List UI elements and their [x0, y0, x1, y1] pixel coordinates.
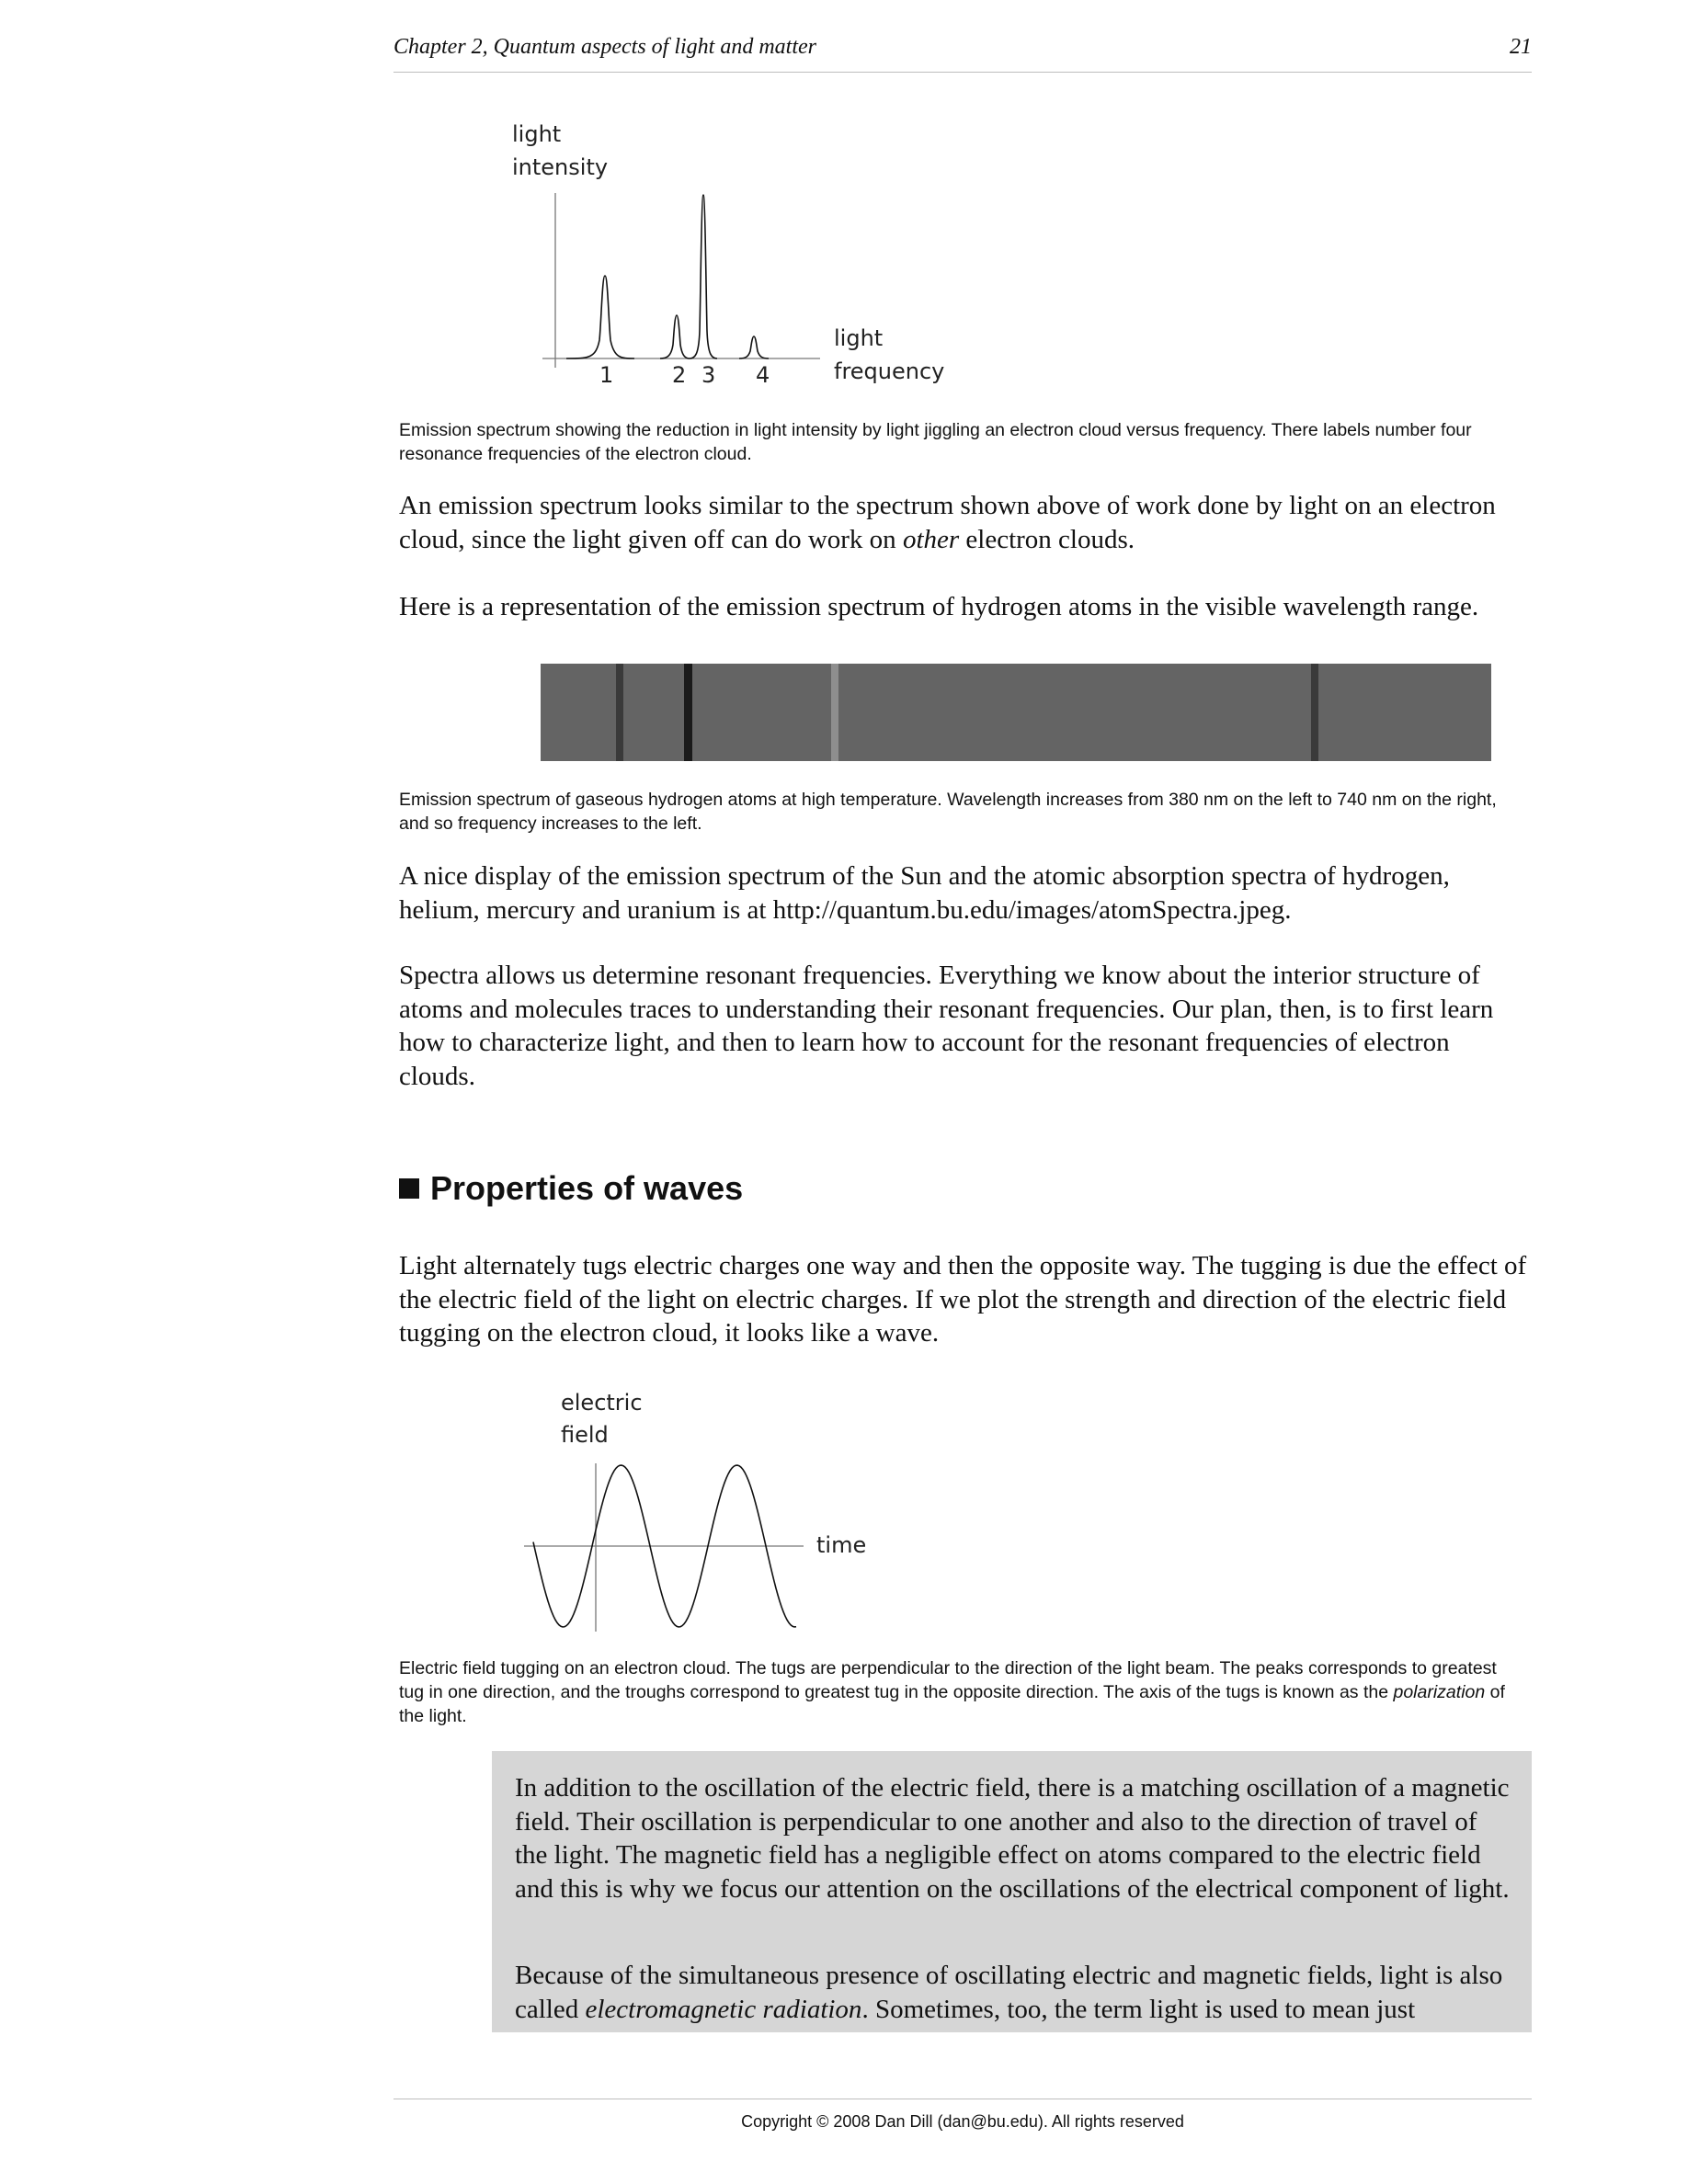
note-text: Because of the simultaneous presence of oscillating electric and magnetic fields, light is also called — [515, 1961, 1503, 2024]
peak-3 — [690, 195, 717, 358]
peak-1 — [566, 276, 634, 358]
peak-4 — [739, 336, 769, 358]
spectral-line-4 — [1311, 664, 1318, 761]
note-emphasis: electromagnetic radiation — [585, 1994, 862, 2024]
peak-label-2: 2 — [672, 362, 687, 388]
paragraph-hydrogen-intro: Here is a representation of the emission spectrum of hydrogen atoms in the visible wavelength range. — [399, 592, 1479, 621]
x-axis-label-line2: frequency — [834, 358, 945, 384]
x-axis-label-line1: light — [834, 325, 884, 351]
figure-caption-electric-field — [399, 1656, 1525, 1728]
emphasis-text: other — [902, 524, 960, 554]
note-paragraph-magnetic-field: In addition to the oscillation of the electric field, there is a matching oscillation of a magnetic field. Their oscillation is perpendicular to one another and also to the direction of travel of the light. The magnetic field has a negligible effect on atoms compared to the electric field and this is why we focus our attention on the oscillations of the electrical component of light. — [515, 1773, 1510, 1904]
electric-field-wave-plot — [524, 1452, 809, 1632]
spectral-line-3 — [831, 664, 838, 761]
y-axis-label-line2: intensity — [512, 154, 609, 180]
section-title: Properties of waves — [430, 1169, 744, 1207]
paragraph-resonant-frequencies: Spectra allows us determine resonant frequencies. Everything we know about the interior structure of atoms and molecules traces to understanding their resonant frequencies. Our plan, then, is to first learn how to characterize light, and then to learn how to account for the resonant frequencies of electron clouds. — [399, 961, 1494, 1091]
paragraph-text-end: electron clouds. — [959, 524, 1135, 554]
section-heading — [399, 1169, 743, 1208]
peak-label-4: 4 — [756, 362, 770, 388]
figure-caption-emission: Emission spectrum showing the reduction in light intensity by light jiggling an electron cloud versus frequency. There labels number four resonance frequencies of the electron cloud. — [399, 420, 1472, 464]
y-axis-label-line1: light — [512, 121, 562, 147]
paragraph-light-tugs: Light alternately tugs electric charges one way and then the opposite way. The tugging is due the effect of the electric field of the light on electric charges. If we plot the strength and direction of the electric field tugging on the electron cloud, it looks like a wave. — [399, 1251, 1527, 1348]
note-box — [492, 1751, 1532, 2032]
square-bullet-icon — [399, 1178, 419, 1199]
peak-label-3: 3 — [701, 362, 716, 388]
chapter-title: Chapter 2, Quantum aspects of light and matter — [393, 35, 816, 59]
running-header — [393, 35, 1532, 73]
paragraph-text: An emission spectrum looks similar to the spectrum shown above of work done by light on an electron cloud, since the light given off can do work on — [399, 491, 1496, 554]
y-axis-label-line1: electric — [561, 1390, 643, 1416]
peak-label-1: 1 — [599, 362, 614, 388]
page-number: 21 — [1510, 35, 1532, 59]
spectral-line-1 — [616, 664, 623, 761]
figure-caption-hydrogen: Emission spectrum of gaseous hydrogen atoms at high temperature. Wavelength increases from 380 nm on the left to 740 nm on the right, and so frequency increases to the left. — [399, 790, 1497, 834]
caption-emphasis: polarization — [1393, 1682, 1486, 1702]
copyright-text: Copyright © 2008 Dan Dill (dan@bu.edu). All rights reserved — [741, 2112, 1184, 2131]
paragraph-spectra-link: A nice display of the emission spectrum of the Sun and the atomic absorption spectra of hydrogen, helium, mercury and uranium is at http://quantum.bu.edu/images/atomSpectra.jpeg. — [399, 861, 1450, 925]
emission-spectrum-plot — [542, 184, 827, 368]
paragraph-emission-spectrum — [399, 489, 1532, 556]
time-label: time — [816, 1532, 867, 1558]
y-axis-label-line2: field — [561, 1422, 609, 1448]
spectral-line-2 — [684, 664, 692, 761]
hydrogen-emission-spectrum-bar — [541, 664, 1491, 761]
note-paragraph-electromagnetic — [515, 1959, 1510, 2026]
note-text-end: . Sometimes, too, the term light is used to mean just — [861, 1994, 1416, 2024]
caption-text-end: of the light. — [399, 1682, 1505, 1726]
caption-text: Electric field tugging on an electron cloud. The tugs are perpendicular to the direction of the light beam. The peaks corresponds to greatest tug in one direction, and the troughs correspond to greatest tug in the opposite direction. The axis of the tugs is known as the — [399, 1658, 1497, 1702]
peak-2 — [660, 315, 690, 358]
